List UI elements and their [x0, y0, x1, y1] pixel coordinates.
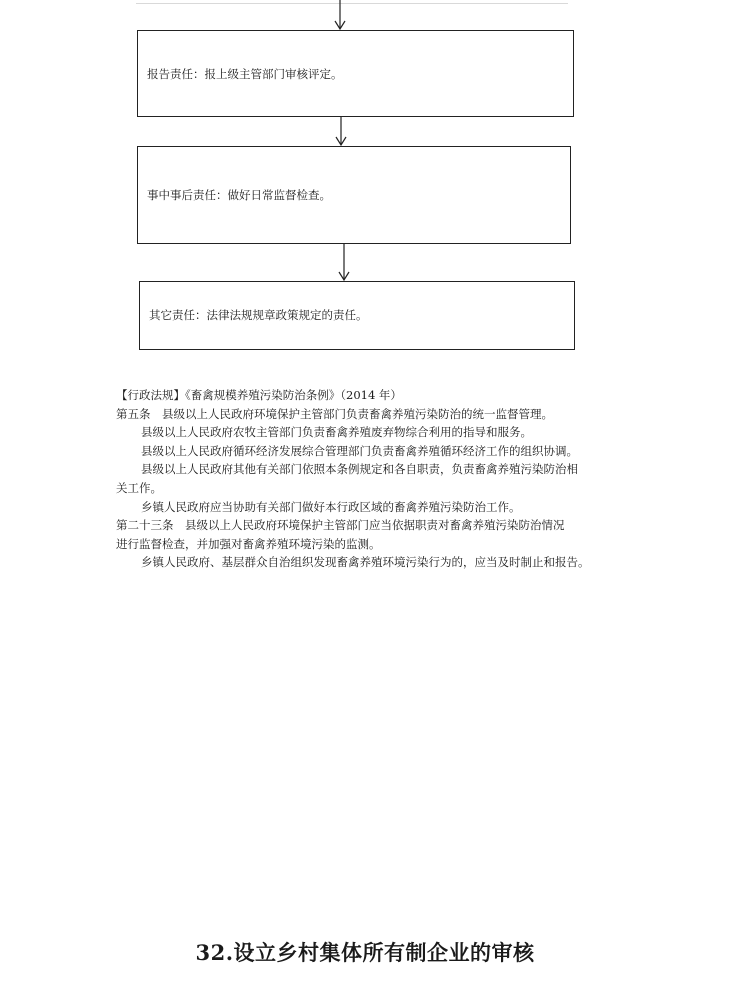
regulation-line: 县级以上人民政府农牧主管部门负责畜禽养殖废弃物综合利用的指导和服务。: [141, 425, 532, 440]
regulation-line: 县级以上人民政府循环经济发展综合管理部门负责畜禽养殖循环经济工作的组织协调。: [141, 443, 578, 458]
regulation-header: 【行政法规】《畜禽规模养殖污染防治条例》（2014 年）: [116, 388, 402, 402]
flow-step-report: [137, 30, 574, 117]
top-divider: [136, 3, 568, 4]
regulation-line: 进行监督检查，并加强对畜禽养殖环境污染的监测。: [116, 536, 381, 551]
regulation-line: 县级以上人民政府其他有关部门依照本条例规定和各自职责，负责畜禽养殖污染防治相: [141, 462, 578, 477]
flow-step-label: 事中事后责任：做好日常监督检查。: [147, 188, 331, 202]
regulation-line: 第二十三条 县级以上人民政府环境保护主管部门应当依据职责对畜禽养殖污染防治情况: [116, 518, 565, 533]
section-title: 32.设立乡村集体所有制企业的审核: [195, 940, 535, 965]
regulation-line: 乡镇人民政府应当协助有关部门做好本行政区域的畜禽养殖污染防治工作。: [141, 499, 521, 514]
regulation-text: [116, 386, 636, 572]
flow-step-label: 报告责任：报上级主管部门审核评定。: [147, 67, 343, 81]
regulation-line: 关工作。: [116, 480, 162, 495]
flow-step-other: [139, 281, 575, 350]
flow-arrow-2: [333, 117, 349, 147]
flow-arrow-3: [336, 244, 352, 282]
regulation-line: 第五条 县级以上人民政府环境保护主管部门负责畜禽养殖污染防治的统一监督管理。: [116, 406, 553, 421]
flow-step-label: 其它责任：法律法规规章政策规定的责任。: [149, 308, 368, 322]
regulation-line: 乡镇人民政府、基层群众自治组织发现畜禽养殖环境污染行为的，应当及时制止和报告。: [141, 555, 590, 570]
flow-step-supervision: [137, 146, 571, 244]
flow-arrow-1: [332, 0, 348, 32]
